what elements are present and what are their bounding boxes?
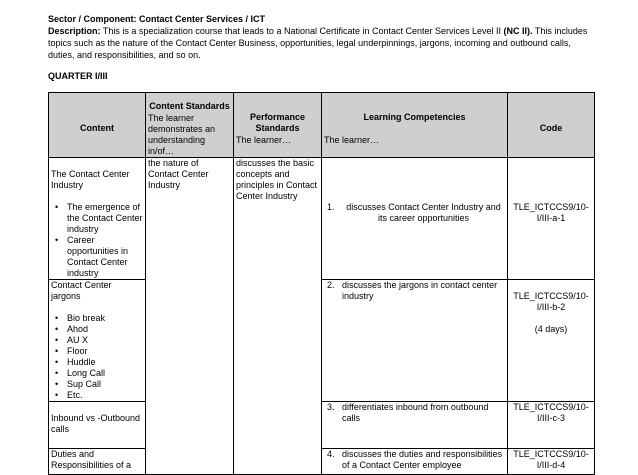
code-cell (508, 280, 595, 402)
competency-item (324, 202, 505, 224)
description-text-2: This includes topics such as the nature of the Contact Center Business, opportunities, legal underpinnings, jargons, incoming and outbound calls, duties, and responsibilities, and so on. (48, 26, 588, 60)
header-code (508, 93, 595, 158)
list-item: • Floor (67, 346, 143, 357)
table-row (49, 280, 595, 402)
competency-text: discusses the duties and responsibilities of a Contact Center employee (342, 449, 503, 470)
curriculum-guide-table (48, 92, 595, 475)
course-description (48, 25, 594, 61)
header-content-label: Content (80, 123, 114, 133)
content-standard-cell (146, 158, 234, 475)
table-row (49, 449, 595, 475)
competency-item (324, 402, 505, 424)
list-item: • Ahod (67, 324, 143, 335)
content-cell (49, 280, 146, 402)
sector-heading: Sector / Component: Contact Center Services / ICT (48, 14, 266, 24)
competency-text: discusses the jargons in contact center industry (342, 280, 498, 301)
performance-standard-cell (234, 158, 322, 475)
competency-cell (322, 280, 508, 402)
competency-cell (322, 449, 508, 475)
description-label: Description: (48, 26, 101, 36)
competency-item (324, 449, 505, 471)
code-cell (508, 158, 595, 280)
header-performance-standards (234, 93, 322, 158)
competency-item (324, 280, 505, 302)
header-code-label: Code (539, 123, 563, 133)
header-performance-standards-label: Performance Standards (249, 112, 306, 133)
description-nc-level: (NC II). (503, 26, 533, 36)
table-row (49, 158, 595, 280)
content-standard-text: the nature of Contact Center Industry (148, 158, 209, 190)
table-row (49, 402, 595, 449)
list-item: • Career opportunities in Contact Center industry (67, 235, 143, 279)
header-content-standards-label: Content Standards (149, 101, 230, 111)
code-cell (508, 449, 595, 475)
competency-code: TLE_ICTCCS9/10-I/III-a-1 (513, 202, 589, 223)
list-item: • Sup Call (67, 379, 143, 390)
competency-cell (322, 158, 508, 280)
list-item: • Etc. (67, 390, 143, 401)
competency-code: TLE_ICTCCS9/10-I/III-d-4 (513, 449, 589, 470)
content-title: Inbound vs -Outbound calls (51, 413, 141, 434)
content-cell (49, 402, 146, 449)
list-item: • AU X (67, 335, 143, 346)
description-text-1: This is a specialization course that leads to a National Certificate in Contact Center Services Level II (100, 26, 504, 36)
table-header-row (49, 93, 595, 158)
header-content (49, 93, 146, 158)
competency-text: discusses Contact Center Industry and its career opportunities (346, 202, 501, 223)
content-cell (49, 449, 146, 475)
content-title: Contact Center jargons (51, 280, 112, 301)
competency-number: 2. (327, 280, 335, 290)
header-performance-standards-sub: The learner… (236, 135, 292, 145)
competency-text: differentiates inbound from outbound calls (342, 402, 489, 423)
competency-code: TLE_ICTCCS9/10-I/III-b-2 (513, 291, 589, 312)
content-bullet-list (51, 313, 143, 401)
header-learning-competencies-sub: The learner… (324, 135, 380, 145)
header-content-standards (146, 93, 234, 158)
competency-number: 1. (327, 202, 335, 212)
quarter-heading: QUARTER I/III (48, 71, 108, 81)
duration-label: (4 days) (534, 324, 568, 334)
content-bullet-list (51, 202, 143, 279)
header-learning-competencies-label: Learning Competencies (363, 112, 466, 122)
code-cell (508, 402, 595, 449)
list-item: • The emergence of the Contact Center industry (67, 202, 143, 235)
list-item: • Huddle (67, 357, 143, 368)
list-item: • Long Call (67, 368, 143, 379)
competency-code: TLE_ICTCCS9/10-I/III-c-3 (513, 402, 589, 423)
content-cell (49, 158, 146, 280)
content-title: Duties and Responsibilities of a (51, 449, 132, 470)
content-title: The Contact Center Industry (51, 169, 130, 190)
header-learning-competencies (322, 93, 508, 158)
list-item: • Bio break (67, 313, 143, 324)
competency-cell (322, 402, 508, 449)
competency-number: 3. (327, 402, 335, 412)
header-content-standards-sub: The learner demonstrates an understanding in/of… (148, 113, 216, 156)
performance-standard-text: discusses the basic concepts and principles in Contact Center Industry (236, 158, 318, 201)
competency-number: 4. (327, 449, 335, 459)
